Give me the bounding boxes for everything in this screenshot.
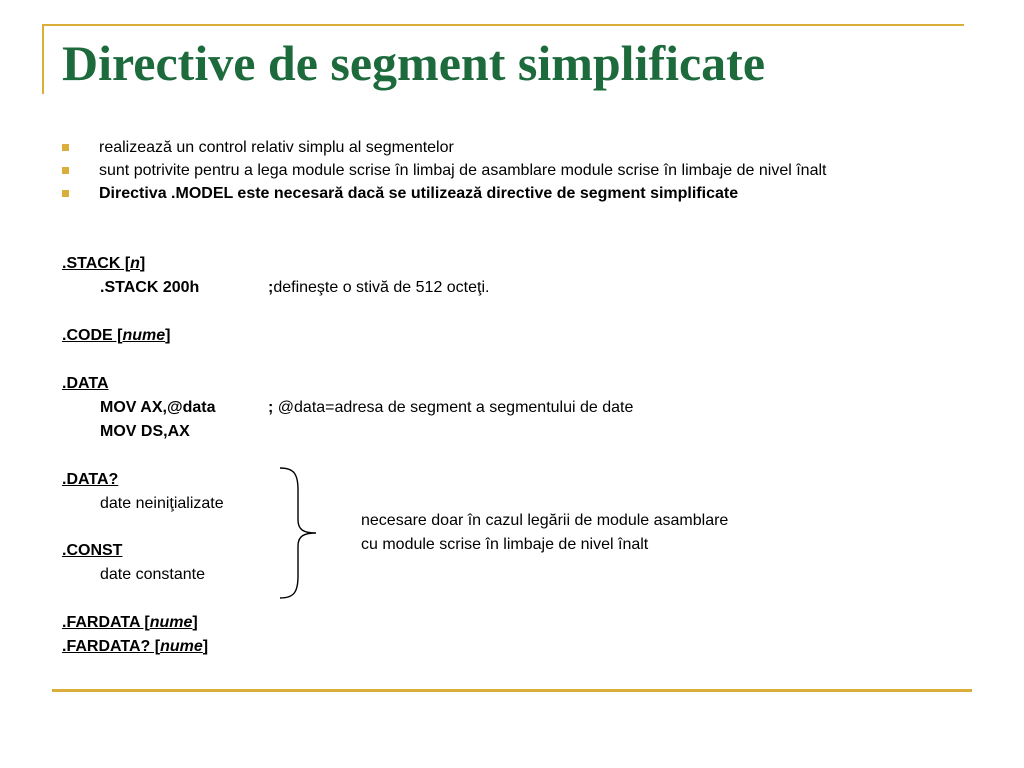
square-bullet-icon — [62, 144, 69, 151]
fardata-param: nume — [149, 614, 193, 631]
data-uninit-directive: .DATA? — [62, 471, 119, 488]
bullet-list — [62, 139, 972, 208]
top-border-line — [42, 24, 964, 26]
data-line-1 — [100, 398, 633, 418]
data-line1-comment: @data=adresa de segment a segmentului de date — [273, 399, 634, 416]
bullet-text: Directiva .MODEL este necesară dacă se utilizează directive de segment simplificate — [99, 185, 739, 202]
stack-example-semicolon: ; — [268, 279, 274, 296]
bullet-text: sunt potrivite pentru a lega module scrise în limbaj de asamblare module scrise în limbaje de nivel înalt — [99, 162, 827, 179]
right-brace-icon — [278, 466, 318, 600]
fardata-uninit-param: nume — [160, 638, 203, 655]
data-line-2: MOV DS,AX — [100, 423, 190, 440]
fardata-uninit-directive: .FARDATA? [nume] — [62, 638, 209, 655]
data-line1-code: MOV AX,@data — [100, 399, 216, 416]
stack-example — [100, 278, 489, 298]
const-directive: .CONST — [62, 542, 123, 559]
stack-directive: .STACK [n] — [62, 255, 146, 272]
data-line1-semicolon: ; — [268, 399, 274, 416]
code-directive: .CODE [nume] — [62, 327, 171, 344]
stack-param: n — [130, 255, 140, 272]
stack-example-comment: defineşte o stivă de 512 octeţi. — [273, 279, 490, 296]
square-bullet-icon — [62, 167, 69, 174]
bullet-item — [62, 185, 972, 202]
fardata-directive: .FARDATA [nume] — [62, 614, 198, 631]
data-directive: .DATA — [62, 375, 109, 392]
data-uninit-desc: date neiniţializate — [100, 495, 224, 512]
code-param: nume — [122, 327, 166, 344]
bottom-border-line — [52, 689, 972, 692]
slide-title: Directive de segment simplificate — [62, 35, 766, 91]
square-bullet-icon — [62, 190, 69, 197]
note-line-1: necesare doar în cazul legării de module asamblare — [361, 512, 729, 529]
bullet-item — [62, 139, 972, 156]
bullet-item — [62, 162, 972, 179]
const-desc: date constante — [100, 566, 205, 583]
bullet-text: realizează un control relativ simplu al segmentelor — [99, 139, 454, 156]
stack-example-code: .STACK 200h — [100, 279, 200, 296]
left-border-line — [42, 24, 44, 94]
note-line-2: cu module scrise în limbaje de nivel înalt — [361, 536, 649, 553]
